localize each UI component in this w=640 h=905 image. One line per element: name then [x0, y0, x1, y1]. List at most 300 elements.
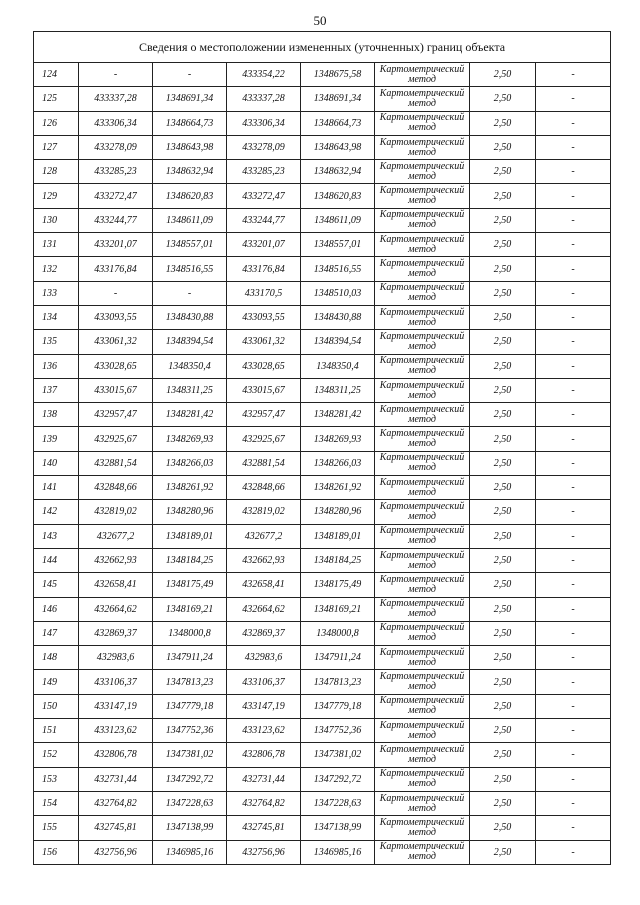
refined-y-cell: 1347138,99 — [301, 816, 375, 840]
description-cell: - — [536, 597, 611, 621]
table-row — [34, 743, 611, 767]
point-number-cell: 149 — [34, 670, 79, 694]
existing-x-cell: 433093,55 — [79, 305, 153, 329]
table-row — [34, 354, 611, 378]
refined-x-cell: 433170,5 — [227, 281, 301, 305]
description-cell: - — [536, 135, 611, 159]
point-number-cell: 144 — [34, 548, 79, 572]
method-cell: Картометрический метод — [375, 524, 470, 548]
table-row — [34, 573, 611, 597]
method-cell: Картометрический метод — [375, 548, 470, 572]
existing-x-cell: - — [79, 281, 153, 305]
table-row — [34, 184, 611, 208]
point-number-cell: 139 — [34, 427, 79, 451]
existing-y-cell: 1348430,88 — [153, 305, 227, 329]
point-number-cell: 150 — [34, 694, 79, 718]
refined-y-cell: 1348269,93 — [301, 427, 375, 451]
description-cell: - — [536, 281, 611, 305]
existing-x-cell: 432957,47 — [79, 403, 153, 427]
table-row — [34, 208, 611, 232]
refined-y-cell: 1348675,58 — [301, 63, 375, 87]
refined-y-cell: 1348611,09 — [301, 208, 375, 232]
refined-x-cell: 433147,19 — [227, 694, 301, 718]
accuracy-cell: 2,50 — [470, 670, 536, 694]
point-number-cell: 154 — [34, 791, 79, 815]
refined-x-cell: 432806,78 — [227, 743, 301, 767]
table-row — [34, 597, 611, 621]
method-cell: Картометрический метод — [375, 378, 470, 402]
existing-y-cell: 1348350,4 — [153, 354, 227, 378]
method-cell: Картометрический метод — [375, 743, 470, 767]
accuracy-cell: 2,50 — [470, 840, 536, 864]
point-number-cell: 140 — [34, 451, 79, 475]
method-cell: Картометрический метод — [375, 111, 470, 135]
method-cell: Картометрический метод — [375, 719, 470, 743]
point-number-cell: 136 — [34, 354, 79, 378]
accuracy-cell: 2,50 — [470, 63, 536, 87]
description-cell: - — [536, 646, 611, 670]
accuracy-cell: 2,50 — [470, 135, 536, 159]
point-number-cell: 141 — [34, 476, 79, 500]
existing-x-cell: 433061,32 — [79, 330, 153, 354]
table-row — [34, 451, 611, 475]
refined-y-cell: 1348311,25 — [301, 378, 375, 402]
description-cell: - — [536, 427, 611, 451]
accuracy-cell: 2,50 — [470, 427, 536, 451]
existing-x-cell: 432806,78 — [79, 743, 153, 767]
point-number-cell: 138 — [34, 403, 79, 427]
method-cell: Картометрический метод — [375, 646, 470, 670]
existing-x-cell: 433337,28 — [79, 87, 153, 111]
existing-y-cell: 1346985,16 — [153, 840, 227, 864]
accuracy-cell: 2,50 — [470, 111, 536, 135]
method-cell: Картометрический метод — [375, 281, 470, 305]
accuracy-cell: 2,50 — [470, 816, 536, 840]
refined-x-cell: 432819,02 — [227, 500, 301, 524]
refined-y-cell: 1348350,4 — [301, 354, 375, 378]
refined-y-cell: 1347911,24 — [301, 646, 375, 670]
existing-y-cell: 1347292,72 — [153, 767, 227, 791]
accuracy-cell: 2,50 — [470, 378, 536, 402]
refined-x-cell: 432957,47 — [227, 403, 301, 427]
refined-y-cell: 1348280,96 — [301, 500, 375, 524]
description-cell: - — [536, 111, 611, 135]
description-cell: - — [536, 354, 611, 378]
point-number-cell: 137 — [34, 378, 79, 402]
description-cell: - — [536, 791, 611, 815]
existing-x-cell: 433306,34 — [79, 111, 153, 135]
point-number-cell: 135 — [34, 330, 79, 354]
point-number-cell: 155 — [34, 816, 79, 840]
accuracy-cell: 2,50 — [470, 500, 536, 524]
refined-y-cell: 1348516,55 — [301, 257, 375, 281]
point-number-cell: 133 — [34, 281, 79, 305]
method-cell: Картометрический метод — [375, 573, 470, 597]
accuracy-cell: 2,50 — [470, 451, 536, 475]
table-row — [34, 427, 611, 451]
accuracy-cell: 2,50 — [470, 743, 536, 767]
method-cell: Картометрический метод — [375, 354, 470, 378]
existing-x-cell: 432662,93 — [79, 548, 153, 572]
refined-x-cell: 432662,93 — [227, 548, 301, 572]
description-cell: - — [536, 184, 611, 208]
refined-y-cell: 1348691,34 — [301, 87, 375, 111]
description-cell: - — [536, 743, 611, 767]
table-row — [34, 257, 611, 281]
method-cell: Картометрический метод — [375, 208, 470, 232]
existing-x-cell: - — [79, 63, 153, 87]
existing-x-cell: 432764,82 — [79, 791, 153, 815]
existing-y-cell: 1348664,73 — [153, 111, 227, 135]
page-number: 50 — [313, 13, 327, 28]
existing-y-cell: 1347752,36 — [153, 719, 227, 743]
point-number-cell: 156 — [34, 840, 79, 864]
description-cell: - — [536, 670, 611, 694]
method-cell: Картометрический метод — [375, 233, 470, 257]
existing-y-cell: 1348620,83 — [153, 184, 227, 208]
method-cell: Картометрический метод — [375, 63, 470, 87]
point-number-cell: 146 — [34, 597, 79, 621]
method-cell: Картометрический метод — [375, 87, 470, 111]
method-cell: Картометрический метод — [375, 694, 470, 718]
method-cell: Картометрический метод — [375, 840, 470, 864]
method-cell: Картометрический метод — [375, 427, 470, 451]
table-row — [34, 281, 611, 305]
existing-y-cell: 1348394,54 — [153, 330, 227, 354]
accuracy-cell: 2,50 — [470, 767, 536, 791]
refined-x-cell: 432848,66 — [227, 476, 301, 500]
method-cell: Картометрический метод — [375, 767, 470, 791]
point-number-cell: 128 — [34, 160, 79, 184]
existing-y-cell: 1348261,92 — [153, 476, 227, 500]
existing-y-cell: 1347911,24 — [153, 646, 227, 670]
table-row — [34, 330, 611, 354]
table-row — [34, 646, 611, 670]
refined-x-cell: 432731,44 — [227, 767, 301, 791]
method-cell: Картометрический метод — [375, 330, 470, 354]
description-cell: - — [536, 378, 611, 402]
method-cell: Картометрический метод — [375, 670, 470, 694]
refined-x-cell: 432658,41 — [227, 573, 301, 597]
refined-y-cell: 1348394,54 — [301, 330, 375, 354]
table-row — [34, 305, 611, 329]
refined-x-cell: 432869,37 — [227, 621, 301, 645]
refined-x-cell: 432925,67 — [227, 427, 301, 451]
table-row — [34, 111, 611, 135]
accuracy-cell: 2,50 — [470, 548, 536, 572]
point-number-cell: 132 — [34, 257, 79, 281]
existing-y-cell: 1347138,99 — [153, 816, 227, 840]
existing-y-cell: 1348175,49 — [153, 573, 227, 597]
table-row — [34, 476, 611, 500]
existing-y-cell: 1348516,55 — [153, 257, 227, 281]
refined-x-cell: 433176,84 — [227, 257, 301, 281]
refined-y-cell: 1348266,03 — [301, 451, 375, 475]
existing-y-cell: 1348281,42 — [153, 403, 227, 427]
refined-x-cell: 433285,23 — [227, 160, 301, 184]
existing-x-cell: 432745,81 — [79, 816, 153, 840]
refined-x-cell: 433244,77 — [227, 208, 301, 232]
accuracy-cell: 2,50 — [470, 354, 536, 378]
table-row — [34, 524, 611, 548]
description-cell: - — [536, 524, 611, 548]
accuracy-cell: 2,50 — [470, 233, 536, 257]
existing-x-cell: 433272,47 — [79, 184, 153, 208]
method-cell: Картометрический метод — [375, 184, 470, 208]
refined-x-cell: 433061,32 — [227, 330, 301, 354]
description-cell: - — [536, 548, 611, 572]
accuracy-cell: 2,50 — [470, 403, 536, 427]
existing-y-cell: 1348632,94 — [153, 160, 227, 184]
description-cell: - — [536, 694, 611, 718]
existing-x-cell: 432869,37 — [79, 621, 153, 645]
existing-x-cell: 433244,77 — [79, 208, 153, 232]
table-title: Сведения о местоположении измененных (уточненных) границ объекта — [34, 32, 611, 63]
existing-x-cell: 433278,09 — [79, 135, 153, 159]
description-cell: - — [536, 621, 611, 645]
refined-y-cell: 1348643,98 — [301, 135, 375, 159]
accuracy-cell: 2,50 — [470, 791, 536, 815]
refined-x-cell: 433278,09 — [227, 135, 301, 159]
accuracy-cell: 2,50 — [470, 476, 536, 500]
existing-x-cell: 433285,23 — [79, 160, 153, 184]
point-number-cell: 142 — [34, 500, 79, 524]
point-number-cell: 131 — [34, 233, 79, 257]
refined-y-cell: 1347779,18 — [301, 694, 375, 718]
refined-y-cell: 1346985,16 — [301, 840, 375, 864]
refined-y-cell: 1347813,23 — [301, 670, 375, 694]
description-cell: - — [536, 63, 611, 87]
method-cell: Картометрический метод — [375, 451, 470, 475]
existing-y-cell: 1348169,21 — [153, 597, 227, 621]
refined-y-cell: 1348430,88 — [301, 305, 375, 329]
method-cell: Картометрический метод — [375, 621, 470, 645]
point-number-cell: 134 — [34, 305, 79, 329]
accuracy-cell: 2,50 — [470, 281, 536, 305]
table-row — [34, 694, 611, 718]
refined-y-cell: 1348000,8 — [301, 621, 375, 645]
description-cell: - — [536, 208, 611, 232]
existing-y-cell: 1347779,18 — [153, 694, 227, 718]
point-number-cell: 147 — [34, 621, 79, 645]
existing-x-cell: 433201,07 — [79, 233, 153, 257]
existing-y-cell: 1347381,02 — [153, 743, 227, 767]
refined-x-cell: 432983,6 — [227, 646, 301, 670]
existing-x-cell: 433106,37 — [79, 670, 153, 694]
accuracy-cell: 2,50 — [470, 257, 536, 281]
method-cell: Картометрический метод — [375, 257, 470, 281]
existing-x-cell: 432664,62 — [79, 597, 153, 621]
description-cell: - — [536, 767, 611, 791]
refined-x-cell: 433106,37 — [227, 670, 301, 694]
accuracy-cell: 2,50 — [470, 87, 536, 111]
refined-x-cell: 433093,55 — [227, 305, 301, 329]
refined-x-cell: 432756,96 — [227, 840, 301, 864]
existing-x-cell: 432756,96 — [79, 840, 153, 864]
accuracy-cell: 2,50 — [470, 719, 536, 743]
table-row — [34, 378, 611, 402]
refined-x-cell: 433272,47 — [227, 184, 301, 208]
point-number-cell: 130 — [34, 208, 79, 232]
point-number-cell: 127 — [34, 135, 79, 159]
refined-x-cell: 432745,81 — [227, 816, 301, 840]
existing-y-cell: 1348000,8 — [153, 621, 227, 645]
accuracy-cell: 2,50 — [470, 573, 536, 597]
existing-x-cell: 432819,02 — [79, 500, 153, 524]
point-number-cell: 143 — [34, 524, 79, 548]
refined-y-cell: 1348261,92 — [301, 476, 375, 500]
table-row — [34, 548, 611, 572]
table-row — [34, 135, 611, 159]
accuracy-cell: 2,50 — [470, 621, 536, 645]
accuracy-cell: 2,50 — [470, 160, 536, 184]
refined-y-cell: 1347228,63 — [301, 791, 375, 815]
existing-y-cell: 1348269,93 — [153, 427, 227, 451]
point-number-cell: 124 — [34, 63, 79, 87]
refined-y-cell: 1348510,03 — [301, 281, 375, 305]
point-number-cell: 153 — [34, 767, 79, 791]
refined-y-cell: 1347381,02 — [301, 743, 375, 767]
existing-x-cell: 432731,44 — [79, 767, 153, 791]
existing-x-cell: 432983,6 — [79, 646, 153, 670]
point-number-cell: 129 — [34, 184, 79, 208]
refined-x-cell: 433015,67 — [227, 378, 301, 402]
accuracy-cell: 2,50 — [470, 184, 536, 208]
point-number-cell: 152 — [34, 743, 79, 767]
method-cell: Картометрический метод — [375, 500, 470, 524]
refined-x-cell: 433123,62 — [227, 719, 301, 743]
refined-y-cell: 1348664,73 — [301, 111, 375, 135]
refined-y-cell: 1347292,72 — [301, 767, 375, 791]
method-cell: Картометрический метод — [375, 160, 470, 184]
refined-x-cell: 432764,82 — [227, 791, 301, 815]
existing-x-cell: 433123,62 — [79, 719, 153, 743]
refined-x-cell: 433201,07 — [227, 233, 301, 257]
refined-y-cell: 1348632,94 — [301, 160, 375, 184]
description-cell: - — [536, 257, 611, 281]
accuracy-cell: 2,50 — [470, 330, 536, 354]
table-row — [34, 840, 611, 864]
description-cell: - — [536, 500, 611, 524]
existing-x-cell: 433028,65 — [79, 354, 153, 378]
description-cell: - — [536, 816, 611, 840]
existing-y-cell: 1347228,63 — [153, 791, 227, 815]
table-row — [34, 719, 611, 743]
point-number-cell: 151 — [34, 719, 79, 743]
refined-y-cell: 1348620,83 — [301, 184, 375, 208]
description-cell: - — [536, 305, 611, 329]
table-row — [34, 87, 611, 111]
existing-x-cell: 432925,67 — [79, 427, 153, 451]
point-number-cell: 126 — [34, 111, 79, 135]
existing-y-cell: 1348280,96 — [153, 500, 227, 524]
description-cell: - — [536, 840, 611, 864]
table-row — [34, 767, 611, 791]
point-number-cell: 125 — [34, 87, 79, 111]
point-number-cell: 148 — [34, 646, 79, 670]
refined-x-cell: 433337,28 — [227, 87, 301, 111]
existing-x-cell: 432848,66 — [79, 476, 153, 500]
refined-x-cell: 432881,54 — [227, 451, 301, 475]
description-cell: - — [536, 476, 611, 500]
existing-y-cell: 1348643,98 — [153, 135, 227, 159]
table-row — [34, 160, 611, 184]
table-body — [34, 63, 611, 865]
method-cell: Картометрический метод — [375, 135, 470, 159]
refined-x-cell: 432664,62 — [227, 597, 301, 621]
refined-x-cell: 433354,22 — [227, 63, 301, 87]
existing-y-cell: 1348691,34 — [153, 87, 227, 111]
existing-y-cell: 1347813,23 — [153, 670, 227, 694]
description-cell: - — [536, 573, 611, 597]
refined-x-cell: 432677,2 — [227, 524, 301, 548]
table-row — [34, 791, 611, 815]
description-cell: - — [536, 719, 611, 743]
accuracy-cell: 2,50 — [470, 597, 536, 621]
existing-y-cell: 1348189,01 — [153, 524, 227, 548]
accuracy-cell: 2,50 — [470, 208, 536, 232]
existing-y-cell: 1348557,01 — [153, 233, 227, 257]
refined-y-cell: 1348189,01 — [301, 524, 375, 548]
description-cell: - — [536, 160, 611, 184]
method-cell: Картометрический метод — [375, 597, 470, 621]
existing-y-cell: - — [153, 281, 227, 305]
table-row — [34, 233, 611, 257]
refined-y-cell: 1348281,42 — [301, 403, 375, 427]
table-row — [34, 63, 611, 87]
refined-y-cell: 1348184,25 — [301, 548, 375, 572]
existing-x-cell: 433015,67 — [79, 378, 153, 402]
table-row — [34, 670, 611, 694]
refined-x-cell: 433028,65 — [227, 354, 301, 378]
method-cell: Картометрический метод — [375, 403, 470, 427]
refined-y-cell: 1347752,36 — [301, 719, 375, 743]
point-number-cell: 145 — [34, 573, 79, 597]
refined-y-cell: 1348557,01 — [301, 233, 375, 257]
table-row — [34, 500, 611, 524]
method-cell: Картометрический метод — [375, 305, 470, 329]
description-cell: - — [536, 403, 611, 427]
method-cell: Картометрический метод — [375, 816, 470, 840]
method-cell: Картометрический метод — [375, 476, 470, 500]
description-cell: - — [536, 330, 611, 354]
method-cell: Картометрический метод — [375, 791, 470, 815]
existing-y-cell: 1348266,03 — [153, 451, 227, 475]
existing-y-cell: 1348184,25 — [153, 548, 227, 572]
table-row — [34, 621, 611, 645]
refined-y-cell: 1348169,21 — [301, 597, 375, 621]
boundary-coordinates-table — [33, 31, 611, 865]
description-cell: - — [536, 87, 611, 111]
existing-y-cell: 1348311,25 — [153, 378, 227, 402]
accuracy-cell: 2,50 — [470, 646, 536, 670]
existing-x-cell: 432677,2 — [79, 524, 153, 548]
table-row — [34, 816, 611, 840]
description-cell: - — [536, 451, 611, 475]
refined-x-cell: 433306,34 — [227, 111, 301, 135]
existing-x-cell: 432881,54 — [79, 451, 153, 475]
accuracy-cell: 2,50 — [470, 305, 536, 329]
existing-x-cell: 433176,84 — [79, 257, 153, 281]
refined-y-cell: 1348175,49 — [301, 573, 375, 597]
table-row — [34, 403, 611, 427]
accuracy-cell: 2,50 — [470, 694, 536, 718]
existing-x-cell: 432658,41 — [79, 573, 153, 597]
accuracy-cell: 2,50 — [470, 524, 536, 548]
existing-y-cell: - — [153, 63, 227, 87]
existing-x-cell: 433147,19 — [79, 694, 153, 718]
description-cell: - — [536, 233, 611, 257]
